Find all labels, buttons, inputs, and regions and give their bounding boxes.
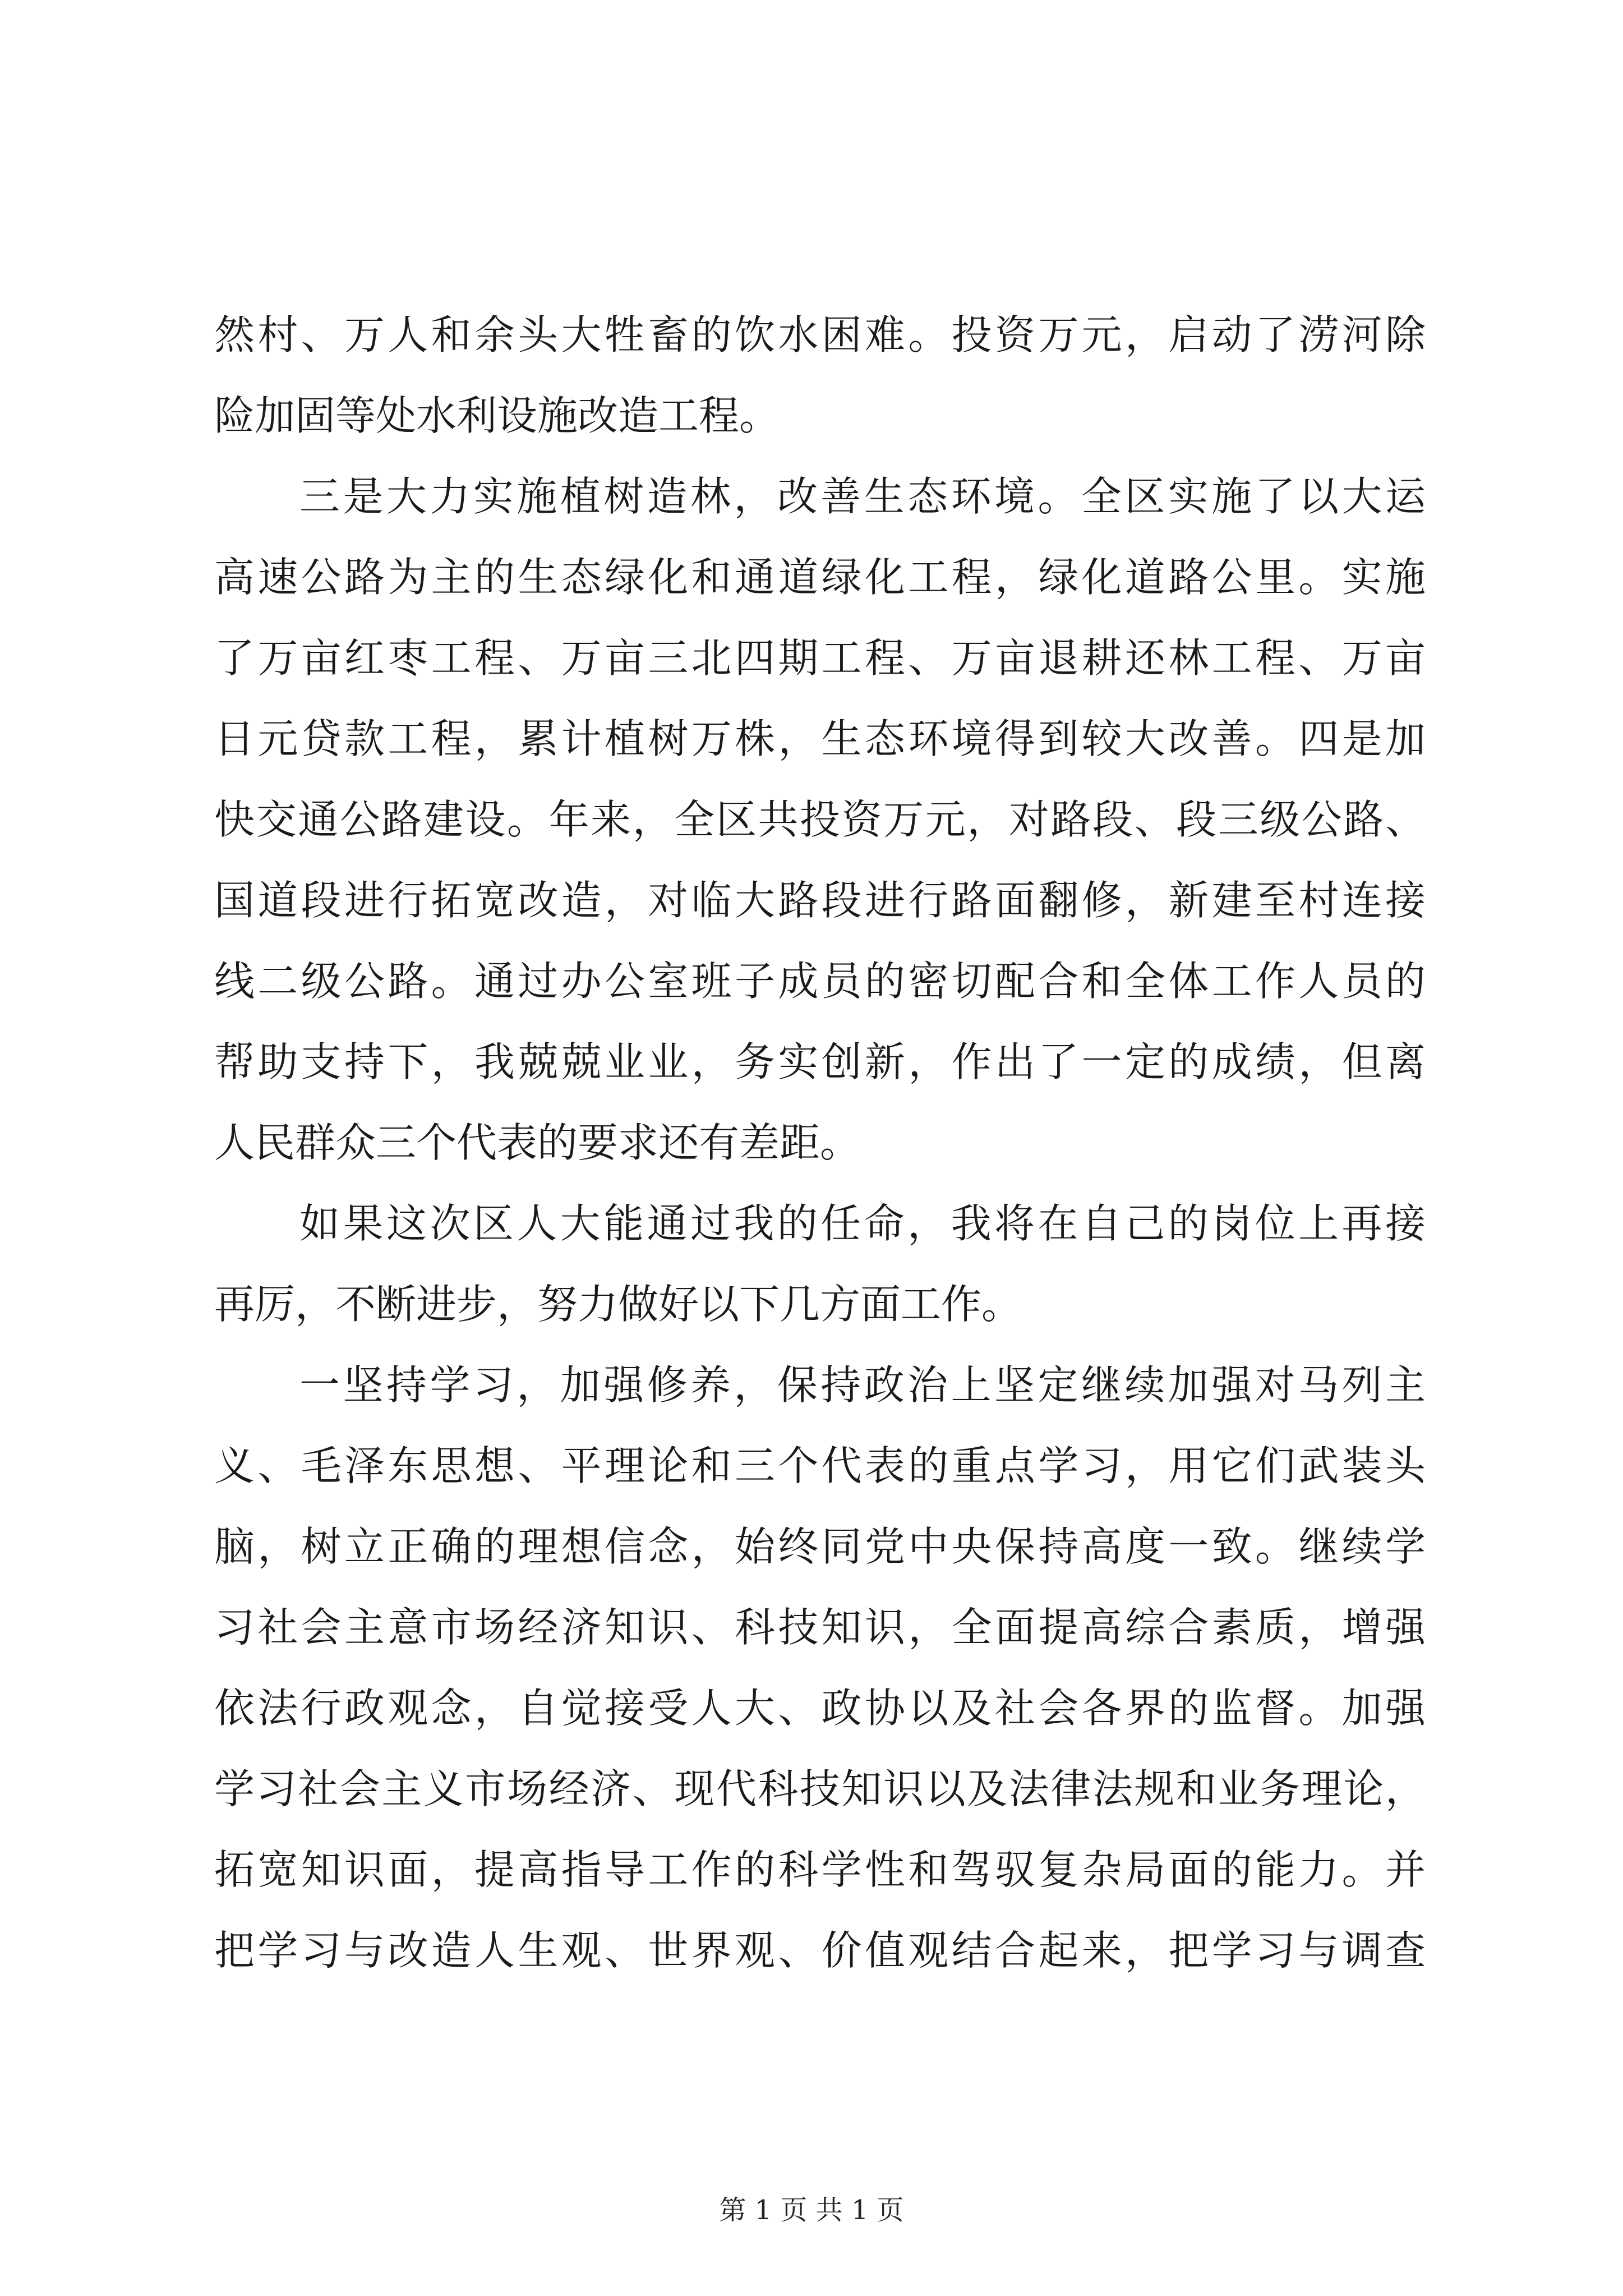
text-line: 三是大力实施植树造林，改善生态环境。全区实施了以大运: [299, 473, 1426, 520]
text-line: 学习社会主义市场经济、现代科技知识以及法律法规和业务理论，: [214, 1765, 1426, 1812]
text-line: 义、毛泽东思想、平理论和三个代表的重点学习，用它们武装头: [214, 1442, 1426, 1489]
document-body: [214, 295, 1426, 1991]
text-line: 高速公路为主的生态绿化和通道绿化工程，绿化道路公里。实施: [214, 554, 1426, 601]
text-line: 人民群众三个代表的要求还有差距。: [214, 1119, 861, 1166]
text-line: 依法行政观念，自觉接受人大、政协以及社会各界的监督。加强: [214, 1685, 1426, 1732]
text-line: 再厉，不断进步，努力做好以下几方面工作。: [214, 1281, 1022, 1328]
text-line: 日元贷款工程，累计植树万株，生态环境得到较大改善。四是加: [214, 715, 1426, 762]
text-line: 把学习与改造人生观、世界观、价值观结合起来，把学习与调查: [214, 1927, 1426, 1974]
text-line: 然村、万人和余头大牲畜的饮水困难。投资万元，启动了涝河除: [214, 311, 1426, 358]
text-line: 一坚持学习，加强修养，保持政治上坚定继续加强对马列主: [299, 1361, 1426, 1409]
text-line: 拓宽知识面，提高指导工作的科学性和驾驭复杂局面的能力。并: [214, 1846, 1426, 1893]
page-number-label: 第 1 页 共 1 页: [719, 2194, 904, 2226]
text-line: 习社会主意市场经济知识、科技知识，全面提高综合素质，增强: [214, 1604, 1426, 1651]
text-line: 帮助支持下，我兢兢业业，务实创新，作出了一定的成绩，但离: [214, 1038, 1426, 1085]
text-line: 国道段进行拓宽改造，对临大路段进行路面翻修，新建至村连接: [214, 877, 1426, 924]
text-line: 险加固等处水利设施改造工程。: [214, 392, 780, 439]
text-line: 脑，树立正确的理想信念，始终同党中央保持高度一致。继续学: [214, 1523, 1426, 1570]
text-line: 线二级公路。通过办公室班子成员的密切配合和全体工作人员的: [214, 958, 1426, 1005]
text-line: 快交通公路建设。年来，全区共投资万元，对路段、段三级公路、: [214, 796, 1426, 843]
text-line: 了万亩红枣工程、万亩三北四期工程、万亩退耕还林工程、万亩: [214, 634, 1426, 682]
text-line: 如果这次区人大能通过我的任命，我将在自己的岗位上再接: [299, 1200, 1426, 1247]
page-footer: [0, 2193, 1623, 2227]
